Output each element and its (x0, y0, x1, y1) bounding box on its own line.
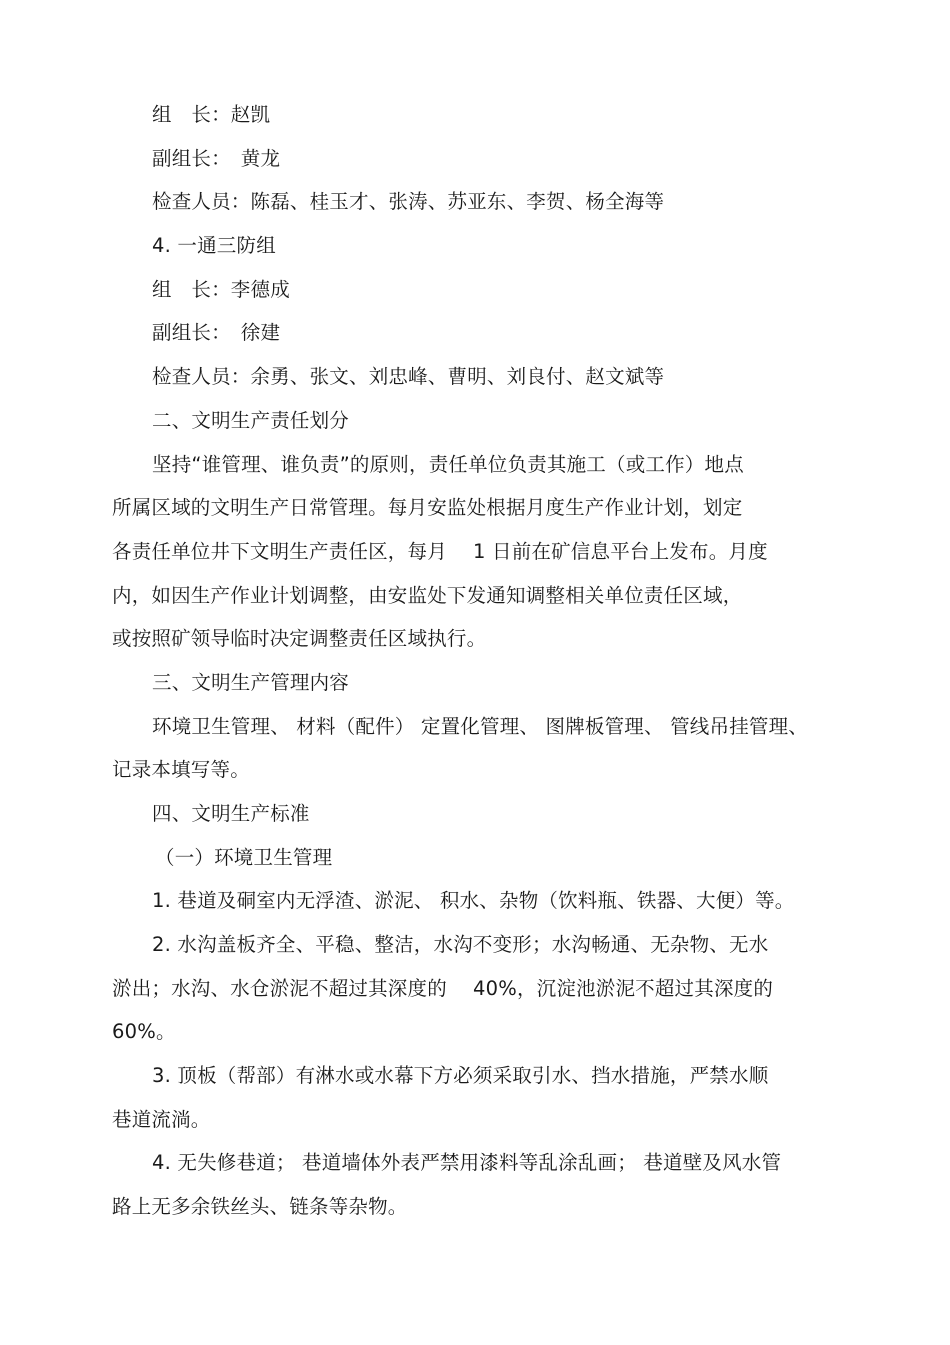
team-leader-line: 组 长：赵凯 (152, 103, 271, 126)
inspectors-line: 检查人员：余勇、张文、刘忠峰、曹明、刘良付、赵文斌等 (152, 365, 665, 388)
list-item: 3. 顶板（帮部）有淋水或水幕下方必须采取引水、挡水措施，严禁水顺 (152, 1064, 769, 1087)
section-heading: 三、文明生产管理内容 (152, 671, 350, 694)
list-item-continuation: 淤出；水沟、水仓淤泥不超过其深度的 40%，沉淀池淤泥不超过其深度的 (112, 977, 774, 1000)
deputy-leader-line: 副组长： 黄龙 (152, 147, 281, 170)
section-heading: 四、文明生产标准 (152, 802, 310, 825)
subsection-heading: （一）环境卫生管理 (155, 846, 333, 869)
list-item-continuation: 60%。 (112, 1020, 176, 1043)
paragraph-line: 所属区域的文明生产日常管理。每月安监处根据月度生产作业计划，划定 (112, 496, 743, 519)
group-heading: 4. 一通三防组 (152, 234, 276, 257)
inspectors-line: 检查人员：陈磊、桂玉才、张涛、苏亚东、李贺、杨全海等 (152, 190, 665, 213)
list-item: 4. 无失修巷道； 巷道墙体外表严禁用漆料等乱涂乱画； 巷道壁及风水管 (152, 1151, 782, 1174)
list-item-continuation: 巷道流淌。 (112, 1108, 211, 1131)
team-leader-line: 组 长：李德成 (152, 278, 290, 301)
paragraph-line: 环境卫生管理、 材料（配件） 定置化管理、 图牌板管理、 管线吊挂管理、 (152, 715, 808, 738)
paragraph-line: 内，如因生产作业计划调整，由安监处下发通知调整相关单位责任区域， (112, 584, 743, 607)
deputy-leader-line: 副组长： 徐建 (152, 321, 281, 344)
list-item: 2. 水沟盖板齐全、平稳、整洁，水沟不变形；水沟畅通、无杂物、无水 (152, 933, 769, 956)
paragraph-line: 坚持“谁管理、谁负责”的原则，责任单位负责其施工（或工作）地点 (152, 453, 744, 476)
paragraph-line: 记录本填写等。 (112, 758, 250, 781)
paragraph-line: 各责任单位井下文明生产责任区，每月 1 日前在矿信息平台上发布。月度 (112, 540, 768, 563)
section-heading: 二、文明生产责任划分 (152, 409, 350, 432)
list-item: 1. 巷道及硐室内无浮渣、淤泥、 积水、杂物（饮料瓶、铁器、大便）等。 (152, 889, 795, 912)
list-item-continuation: 路上无多余铁丝头、链条等杂物。 (112, 1195, 408, 1218)
paragraph-line: 或按照矿领导临时决定调整责任区域执行。 (112, 627, 487, 650)
